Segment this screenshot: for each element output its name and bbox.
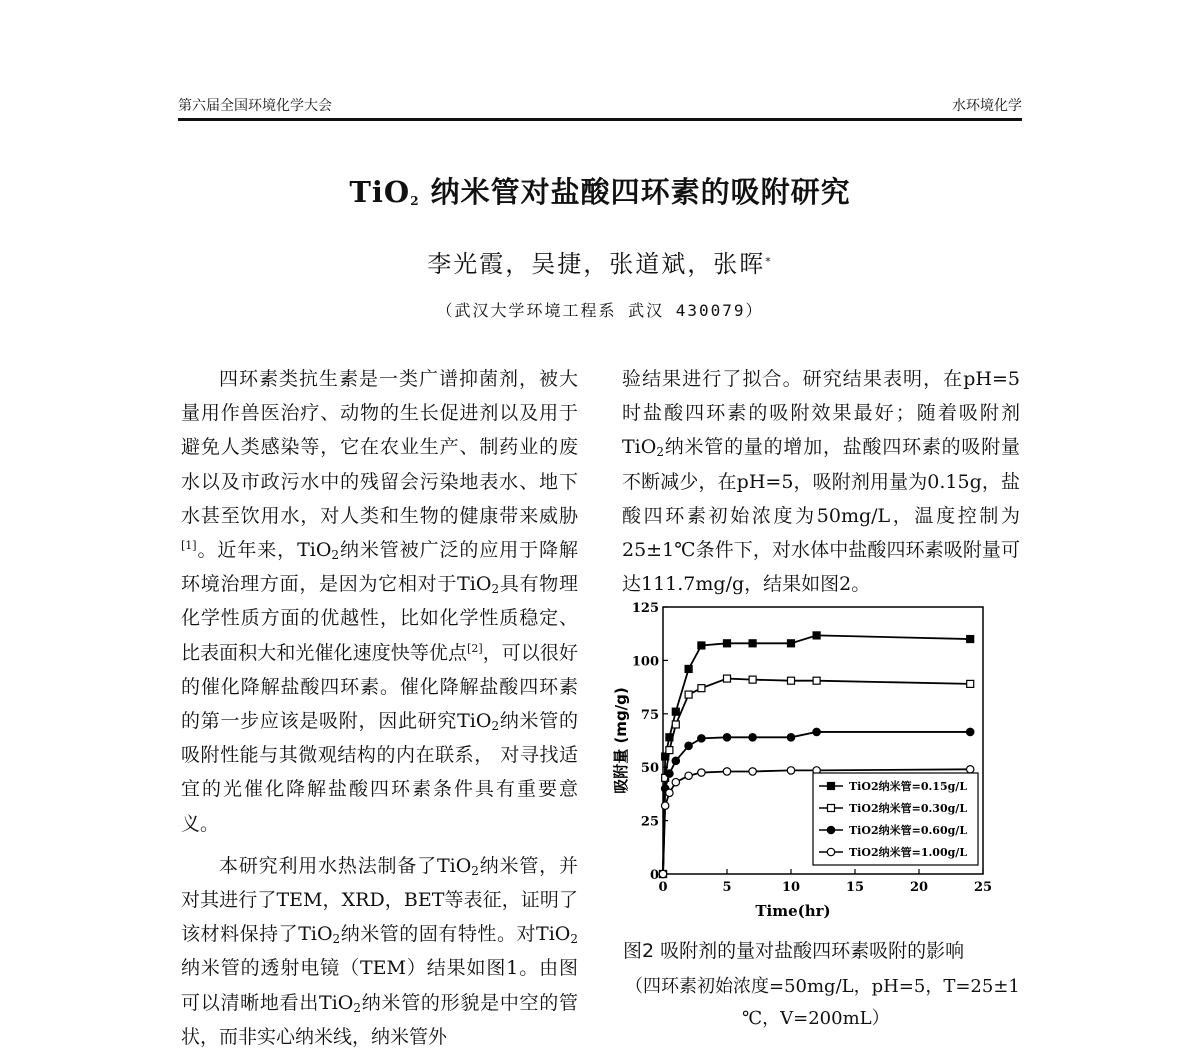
- data-point: [724, 675, 731, 682]
- y-tick-label: 125: [631, 601, 659, 616]
- data-point: [788, 640, 795, 647]
- data-point: [666, 789, 673, 796]
- data-point: [749, 734, 756, 741]
- y-tick-label: 100: [631, 654, 659, 670]
- data-point: [685, 772, 692, 779]
- data-point: [749, 640, 756, 647]
- data-point: [685, 691, 692, 698]
- data-point: [659, 870, 666, 877]
- x-tick-label: 10: [781, 880, 801, 895]
- data-point: [967, 728, 974, 735]
- paragraph-intro: 四环素类抗生素是一类广谱抑菌剂，被大量用作兽医治疗、动物的生长促进剂以及用于避免人类感染等，它在农业生产、制药业的废水以及市政污水中的残留会污染地表水、地下水甚至饮用水，对人类和生物的健康带来威胁[1]。近年来，TiO$_2$纳米管被广泛的应用于降解环境治理方面，是因为它相对于TiO$_2$具有物理化学性质方面的优越性，比如化学性质稳定、比表面积大和光催化速度快等优点[2]，可以很好的催化降解盐酸四环素。催化降解盐酸四环素的第一步应该是吸附，因此研究TiO$_2$纳米管的吸附性能与其微观结构的内在联系， 对寻找适宜的光催化降解盐酸四环素条件具有重要意义。: [181, 368, 578, 835]
- data-point: [724, 640, 731, 647]
- data-point: [749, 768, 756, 775]
- y-axis-label: 吸附量 (mg/g): [612, 687, 630, 794]
- page-title: TiO$_2$ 纳米管对盐酸四环素的吸附研究: [349, 175, 851, 209]
- citation-1: [1]: [181, 539, 197, 553]
- data-point: [787, 734, 794, 741]
- data-point: [698, 685, 705, 692]
- data-point: [723, 768, 730, 775]
- figure-caption-line3: ℃，V=200mL）: [742, 1008, 890, 1029]
- legend-marker: [828, 783, 835, 790]
- corresponding-author-mark: *: [765, 255, 773, 268]
- x-tick-label: 25: [973, 880, 993, 895]
- header-right: 水环境化学: [952, 98, 1022, 114]
- y-tick-label: 75: [640, 707, 659, 723]
- data-point: [672, 778, 679, 785]
- paragraph-method: 本研究利用水热法制备了TiO$_2$纳米管，并对其进行了TEM，XRD，BET等表征，证明了该材料保持了TiO$_2$纳米管的固有特性。对TiO$_2$纳米管的透射电镜（TEM）结果如图1。由图可以清晰地看出TiO$_2$纳米管的形貌是中空的管状，而非实心纳米线，纳米管外: [181, 854, 579, 1048]
- data-point: [661, 802, 668, 809]
- legend-entry: TiO2纳米管=0.15g/L: [849, 780, 968, 793]
- legend-entry: TiO2纳米管=0.30g/L: [849, 802, 968, 815]
- x-tick-label: 15: [845, 880, 865, 895]
- data-point: [666, 747, 673, 754]
- x-tick-label: 20: [909, 880, 929, 895]
- data-point: [967, 636, 974, 643]
- legend-entry: TiO2纳米管=1.00g/L: [849, 846, 968, 859]
- adsorption-chart: [600, 596, 1000, 926]
- right-column: [622, 362, 1020, 601]
- data-point: [666, 770, 673, 777]
- x-axis-label: Time(hr): [755, 902, 831, 920]
- legend-marker: [827, 826, 834, 833]
- legend-entry: TiO2纳米管=0.60g/L: [849, 824, 968, 837]
- data-point: [813, 728, 820, 735]
- header-rule: [178, 118, 1022, 121]
- data-point: [685, 742, 692, 749]
- data-point: [672, 757, 679, 764]
- left-column: [181, 362, 578, 1054]
- affiliation: （武汉大学环境工程系 武汉 430079）: [436, 301, 764, 320]
- data-point: [967, 766, 974, 773]
- legend-marker: [828, 805, 835, 812]
- authors: 李光霞，吴捷，张道斌，张晖*: [427, 250, 773, 278]
- data-point: [672, 708, 679, 715]
- data-point: [698, 769, 705, 776]
- legend-marker: [827, 848, 834, 855]
- data-point: [685, 665, 692, 672]
- y-tick-label: 0: [649, 868, 659, 883]
- data-point: [723, 734, 730, 741]
- data-point: [672, 721, 679, 728]
- x-tick-label: 5: [722, 880, 732, 895]
- y-tick-label: 50: [640, 761, 659, 777]
- figure-caption-line1: 图2 吸附剂的量对盐酸四环素吸附的影响: [623, 940, 965, 962]
- paragraph-results: 验结果进行了拟合。研究结果表明，在pH=5时盐酸四环素的吸附效果最好；随着吸附剂TiO$_2$纳米管的量的增加，盐酸四环素的吸附量不断减少，在pH=5，吸附剂用量为0.15g，盐酸四环素初始浓度为50mg/L，温度控制为25±1℃条件下，对水体中盐酸四环素吸附量可达111.7mg/g，结果如图2。: [622, 368, 1020, 596]
- data-point: [813, 677, 820, 684]
- y-tick-label: 25: [640, 814, 659, 830]
- data-point: [813, 632, 820, 639]
- data-point: [788, 677, 795, 684]
- data-point: [749, 676, 756, 683]
- data-point: [967, 680, 974, 687]
- x-tick-label: 0: [658, 880, 668, 895]
- data-point: [787, 767, 794, 774]
- header-left: 第六届全国环境化学大会: [178, 98, 332, 114]
- data-point: [698, 735, 705, 742]
- citation-2: [2]: [467, 641, 483, 655]
- data-point: [698, 642, 705, 649]
- figure-caption-line2: （四环素初始浓度=50mg/L，pH=5，T=25±1: [625, 976, 1020, 997]
